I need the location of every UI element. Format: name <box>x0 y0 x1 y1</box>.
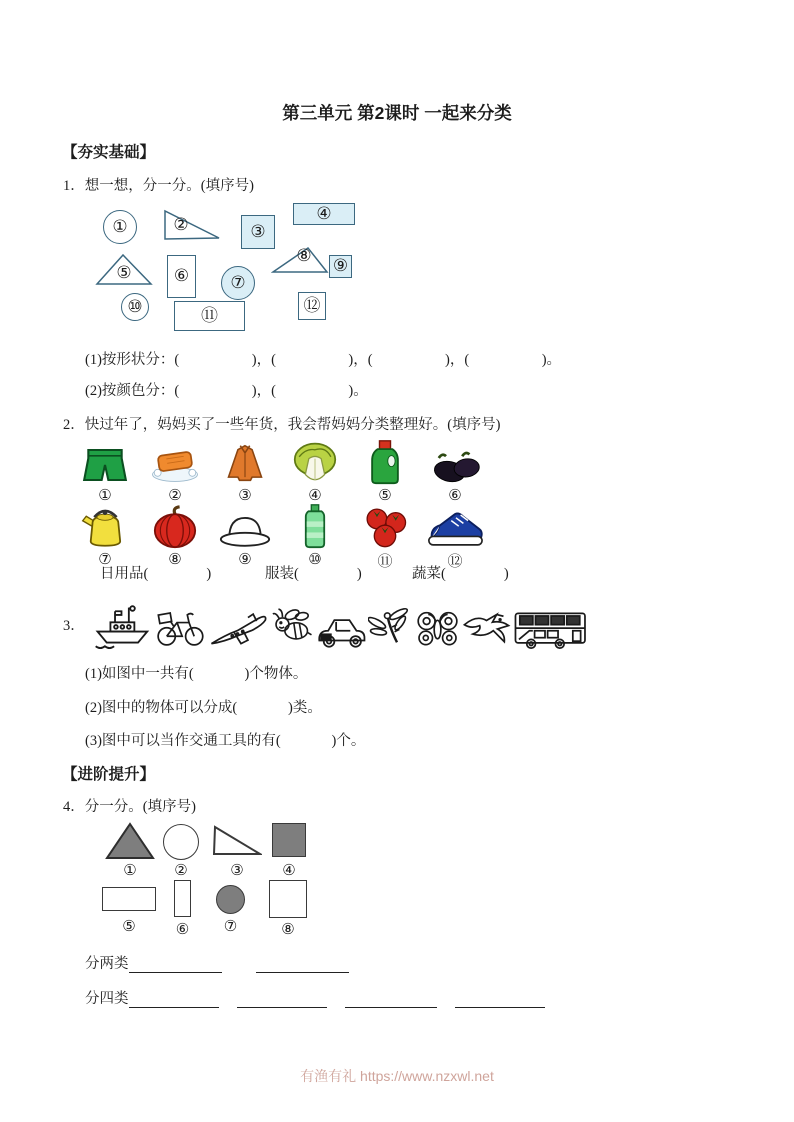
shape-number: ④ <box>282 861 296 879</box>
q1-shape-right-triangle-2 <box>163 209 221 241</box>
q2-items-row2 <box>70 505 490 571</box>
q1-shape-triangle-8 <box>271 246 329 274</box>
item-number: ③ <box>238 486 252 504</box>
q1-shape-circle-1 <box>103 210 137 244</box>
q2-item <box>70 441 140 504</box>
shape-number: ⑥ <box>173 266 190 286</box>
answer-blank <box>256 957 349 973</box>
page-title: 第三单元 第2课时 一起来分类 <box>282 103 512 123</box>
q1-shape-triangle-5 <box>95 253 153 286</box>
item-number: ⑩ <box>308 550 322 568</box>
shape-number: ② <box>173 214 189 235</box>
triangle-icon <box>105 822 155 860</box>
q3-number: 3． <box>63 618 85 634</box>
q4-four-groups-row <box>85 987 545 1008</box>
detergent-bottle-icon <box>368 441 402 485</box>
shape-number: ⑩ <box>127 296 143 317</box>
q2-item <box>350 505 420 571</box>
orange-coat-icon <box>223 441 267 485</box>
shape-number: ⑦ <box>223 917 238 935</box>
q2-item <box>280 441 350 504</box>
shape-number: ③ <box>250 221 266 242</box>
tomatoes-icon <box>360 505 410 549</box>
shape-number: ⑨ <box>332 256 349 276</box>
q4-shape-circle-7 <box>216 885 245 914</box>
sneakers-icon <box>427 505 483 549</box>
item-number: ⑧ <box>168 550 182 568</box>
q4-shape-square-8 <box>269 880 307 918</box>
q3-objects-row <box>92 598 588 650</box>
shape-number: ⑧ <box>281 920 295 938</box>
q3-sub3-vehicle-count: (3)图中可以当作交通工具的有( )个。 <box>85 733 366 749</box>
answer-blank <box>237 992 327 1008</box>
right-triangle-icon <box>212 825 262 856</box>
swallow-icon <box>461 608 512 650</box>
q1-shape-square-9 <box>329 255 352 278</box>
q3-sub1-total-count: (1)如图中一共有( )个物体。 <box>85 666 308 682</box>
thermos-icon <box>301 505 329 549</box>
q2-item <box>420 505 490 571</box>
q1-shape-rect-11 <box>174 301 245 331</box>
q2-item <box>140 505 210 571</box>
pumpkin-icon <box>151 505 199 549</box>
q2-item <box>210 505 280 571</box>
item-number: ① <box>98 486 112 504</box>
section-header-basic: 【夯实基础】 <box>62 144 156 161</box>
shape-number: ⑤ <box>122 917 136 935</box>
q2-item <box>280 505 350 571</box>
q2-item <box>140 441 210 504</box>
answer-blank <box>455 992 545 1008</box>
answer-blank <box>129 957 222 973</box>
q4-four-groups-label: 分四类 <box>85 991 129 1007</box>
q2-category-vegetables: 蔬菜( ) <box>412 566 509 582</box>
shape-number: ① <box>123 861 137 879</box>
item-number: ⑥ <box>448 486 462 504</box>
q2-category-daily-goods: 日用品( ) <box>100 566 212 582</box>
item-number: ⑫ <box>447 552 463 570</box>
q2-item <box>350 441 420 504</box>
q1-shape-circle-10 <box>121 293 149 321</box>
soap-icon <box>149 441 201 485</box>
q1-sub1-by-shape: (1)按形状分：( )，( )，( )，( )。 <box>85 352 562 368</box>
item-number: ⑨ <box>238 550 252 568</box>
kettle-icon <box>80 505 130 549</box>
shape-number: ⑤ <box>116 263 132 283</box>
car-icon <box>314 608 369 650</box>
q4-shape-right-triangle-3 <box>212 825 262 856</box>
q1-shape-rect-4 <box>293 203 355 225</box>
q2-item <box>420 441 490 504</box>
q1-prompt: 1．想一想，分一分。(填序号) <box>63 178 254 194</box>
q4-shape-circle-2 <box>163 824 199 860</box>
q1-shape-group <box>85 200 370 335</box>
shape-number: ④ <box>316 203 332 224</box>
item-number: ⑤ <box>378 486 392 504</box>
q2-items-row1 <box>70 441 490 504</box>
q4-shape-group <box>100 821 315 941</box>
cabbage-icon <box>292 441 338 485</box>
q2-item <box>210 441 280 504</box>
item-number: ④ <box>308 486 322 504</box>
q2-item <box>70 505 140 571</box>
airplane-icon <box>208 606 269 650</box>
answer-blank <box>129 992 219 1008</box>
bicycle-icon <box>153 602 208 650</box>
q4-shape-rect-5 <box>102 887 156 911</box>
item-number: ② <box>168 486 182 504</box>
answer-blank <box>345 992 437 1008</box>
q4-two-groups-label: 分两类 <box>85 956 129 972</box>
item-number: ⑪ <box>377 552 393 570</box>
footer-watermark: 有渔有礼 https://www.nzxwl.net <box>300 1068 494 1084</box>
q4-shape-square-4 <box>272 823 306 857</box>
q3-sub2-group-count: (2)图中的物体可以分成( )类。 <box>85 700 322 716</box>
shape-number: ① <box>112 216 128 237</box>
shape-number: ⑥ <box>175 920 190 938</box>
shape-number: ② <box>174 861 188 879</box>
q1-sub2-by-color: (2)按颜色分：( )，( )。 <box>85 383 368 399</box>
green-shorts-icon <box>79 441 131 485</box>
q1-shape-circle-7 <box>221 266 255 300</box>
section-header-advanced: 【进阶提升】 <box>62 766 156 783</box>
shape-number: ⑫ <box>303 295 321 316</box>
ship-icon <box>92 602 153 650</box>
bee-icon <box>268 602 313 650</box>
q1-shape-square-12 <box>298 292 326 320</box>
shape-number: ③ <box>230 861 244 879</box>
q4-shape-triangle-1 <box>105 822 155 860</box>
shape-number: ⑪ <box>201 305 218 326</box>
right-triangle-icon <box>163 209 221 241</box>
shape-number: ⑧ <box>296 245 312 266</box>
q2-category-clothing: 服装( ) <box>265 566 362 582</box>
q1-shape-square-3 <box>241 215 275 249</box>
q4-prompt: 4．分一分。(填序号) <box>63 799 196 815</box>
double-decker-bus-icon <box>512 608 588 650</box>
q2-prompt: 2．快过年了，妈妈买了一些年货，我会帮妈妈分类整理好。(填序号) <box>63 417 501 433</box>
shape-number: ⑦ <box>230 272 246 293</box>
q4-shape-rect-6 <box>174 880 191 917</box>
butterfly-icon <box>414 604 461 650</box>
hat-icon <box>219 505 271 549</box>
dragonfly-icon <box>368 604 413 650</box>
q1-shape-rect-6 <box>167 255 196 298</box>
eggplant-icon <box>428 441 482 485</box>
q4-two-groups-row <box>85 952 349 973</box>
item-number: ⑦ <box>98 550 112 568</box>
